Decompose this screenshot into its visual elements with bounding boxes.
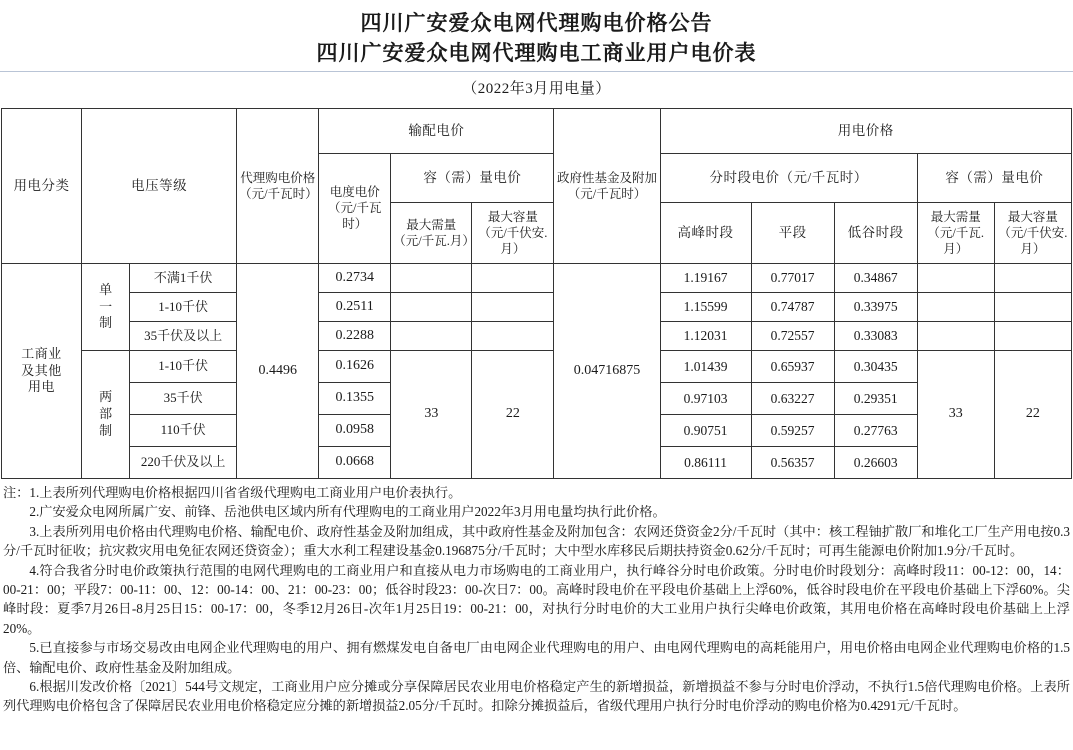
cell-flat: 0.77017	[751, 263, 834, 292]
cell-gov-fund: 0.04716875	[554, 263, 660, 478]
cell-energy-price: 0.2288	[319, 321, 391, 350]
title-block	[0, 0, 1073, 108]
electricity-price-table	[1, 108, 1072, 479]
header-capacity-group-2: 容（需）量电价	[917, 153, 1071, 202]
cell-valley: 0.30435	[834, 350, 917, 382]
cell-voltage: 35千伏及以上	[130, 321, 237, 350]
table-body	[2, 263, 1072, 478]
header-tou-group: 分时段电价（元/千瓦时）	[660, 153, 917, 202]
cell-category	[2, 263, 82, 478]
cell-peak: 1.15599	[660, 292, 751, 321]
cell-max-capacity: 22	[472, 350, 554, 478]
header-max-demand-2: 最大需量（元/千瓦.月）	[917, 202, 994, 263]
header-max-capacity-2: 最大容量（元/千伏安.月）	[994, 202, 1071, 263]
cell-energy-price: 0.1355	[319, 382, 391, 414]
header-energy-price: 电度电价（元/千瓦时）	[319, 153, 391, 263]
cell-flat: 0.74787	[751, 292, 834, 321]
cell-peak: 1.19167	[660, 263, 751, 292]
cell-voltage: 不满1千伏	[130, 263, 237, 292]
cell-energy-price: 0.2511	[319, 292, 391, 321]
table-row	[2, 263, 1072, 292]
cell-energy-price: 0.1626	[319, 350, 391, 382]
cell-max-capacity-2: 22	[994, 350, 1071, 478]
cell-valley: 0.33975	[834, 292, 917, 321]
note-6: 6.根据川发改价格〔2021〕544号文规定，工商业用户应分摊或分享保障居民农业用电价格稳定产生的新增损益，新增损益不参与分时电价浮动，不执行1.5倍代理购电价格。上表所列代理购电价格包含了保障居民农业用电价格稳定应分摊的新增损益2.05分/千瓦时。扣除分摊损益后，省级代理用户执行分时电价浮动的购电价格为0.4291元/千瓦时。	[3, 678, 1070, 714]
header-peak: 高峰时段	[660, 202, 751, 263]
cell-max-capacity	[472, 263, 554, 292]
header-transmission-group: 输配电价	[319, 108, 554, 153]
cell-voltage: 1-10千伏	[130, 350, 237, 382]
header-row-1	[2, 108, 1072, 153]
header-capacity-group: 容（需）量电价	[391, 153, 554, 202]
cell-valley: 0.33083	[834, 321, 917, 350]
cell-max-capacity-2	[994, 321, 1071, 350]
cell-flat: 0.63227	[751, 382, 834, 414]
cell-max-demand	[391, 321, 472, 350]
header-max-capacity: 最大容量（元/千伏安.月）	[472, 202, 554, 263]
cell-flat: 0.59257	[751, 414, 834, 446]
group-label-single: 单一制	[99, 281, 113, 331]
header-usage-price-group: 用电价格	[660, 108, 1072, 153]
note-5: 5.已直接参与市场交易改由电网企业代理购电的用户、拥有燃煤发电自备电厂由电网企业代理购电的用户、由电网代理购电的高耗能用户，用电价格由电网企业代理购电价格的1.5倍、输配电价、政府性基金及附加组成。	[3, 640, 1070, 675]
cell-group-two-part	[82, 350, 130, 478]
page-title: 四川广安爱众电网代理购电价格公告	[360, 11, 713, 35]
cell-peak: 0.86111	[660, 446, 751, 478]
cell-peak: 0.90751	[660, 414, 751, 446]
header-agent-purchase-price: 代理购电价格（元/千瓦时）	[237, 108, 319, 263]
cell-max-capacity-2	[994, 263, 1071, 292]
note-2: 2.广安爱众电网所属广安、前锋、岳池供电区域内所有代理购电的工商业用户2022年3月用电量均执行此价格。	[29, 504, 666, 520]
cell-energy-price: 0.0958	[319, 414, 391, 446]
note-4: 4.符合我省分时电价政策执行范围的电网代理购电的工商业用户和直接从电力市场购电的工商业用户，执行峰谷分时电价政策。分时电价时段划分：高峰时段11：00-12：00，14：00-21：00；平段7：00-11：00、12：00-14：00、21：00-23：00；低谷时段23：00-次日7：00。高峰时段电价在平段电价基础上上浮60%，低谷时段电价在平段电价基础上下浮60%。尖峰时段：夏季7月26日-8月25日15：00-17：00，冬季12月26日-次年1月25日19：00-21：00，对执行分时电价的大工业用户执行尖峰电价政策，其用电价格在高峰时段电价基础上上浮20%。	[3, 562, 1070, 636]
header-valley: 低谷时段	[834, 202, 917, 263]
cell-valley: 0.27763	[834, 414, 917, 446]
cell-max-demand	[391, 292, 472, 321]
header-gov-fund: 政府性基金及附加（元/千瓦时）	[554, 108, 660, 263]
note-1: 注：1.上表所列代理购电价格根据四川省省级代理购电工商业用户电价表执行。	[3, 484, 462, 500]
cell-voltage: 35千伏	[130, 382, 237, 414]
cell-group-single	[82, 263, 130, 350]
header-flat: 平段	[751, 202, 834, 263]
cell-max-demand-2	[917, 292, 994, 321]
table-row	[2, 321, 1072, 350]
cell-agent-purchase-price: 0.4496	[237, 263, 319, 478]
cell-voltage: 1-10千伏	[130, 292, 237, 321]
page-subtitle: 四川广安爱众电网代理购电工商业用户电价表	[316, 41, 757, 66]
cell-energy-price: 0.2734	[319, 263, 391, 292]
cell-peak: 1.12031	[660, 321, 751, 350]
header-max-demand: 最大需量（元/千瓦.月）	[391, 202, 472, 263]
notes-section	[0, 479, 1073, 716]
cell-flat: 0.72557	[751, 321, 834, 350]
table-header	[2, 108, 1072, 263]
cell-flat: 0.56357	[751, 446, 834, 478]
table-row	[2, 292, 1072, 321]
category-label-text: 工商业及其他用电	[21, 345, 62, 395]
note-3: 3.上表所列用电价格由代理购电价格、输配电价、政府性基金及附加组成，其中政府性基金及附加包含：农网还贷资金2分/千瓦时（其中：核工程铀扩散厂和堆化工厂生产用电按0.3分/千瓦时征收；抗灾救灾用电免征农网还贷资金）；重大水利工程建设基金0.196875分/千瓦时；大中型水库移民后期扶持资金0.62分/千瓦时；可再生能源电价附加1.9分/千瓦时。	[3, 523, 1070, 559]
cell-max-demand	[391, 263, 472, 292]
header-category: 用电分类	[2, 108, 82, 263]
group-label-two-part: 两部制	[99, 389, 113, 438]
cell-peak: 0.97103	[660, 382, 751, 414]
cell-max-demand-2	[917, 321, 994, 350]
cell-voltage: 110千伏	[130, 414, 237, 446]
cell-max-demand-2: 33	[917, 350, 994, 478]
period-label: （2022年3月用电量）	[462, 80, 611, 97]
cell-energy-price: 0.0668	[319, 446, 391, 478]
cell-peak: 1.01439	[660, 350, 751, 382]
cell-valley: 0.29351	[834, 382, 917, 414]
cell-valley: 0.26603	[834, 446, 917, 478]
cell-valley: 0.34867	[834, 263, 917, 292]
table-row	[2, 350, 1072, 382]
cell-max-demand: 33	[391, 350, 472, 478]
cell-max-demand-2	[917, 263, 994, 292]
cell-max-capacity-2	[994, 292, 1071, 321]
cell-max-capacity	[472, 321, 554, 350]
cell-flat: 0.65937	[751, 350, 834, 382]
cell-voltage: 220千伏及以上	[130, 446, 237, 478]
cell-max-capacity	[472, 292, 554, 321]
header-voltage-level: 电压等级	[82, 108, 237, 263]
